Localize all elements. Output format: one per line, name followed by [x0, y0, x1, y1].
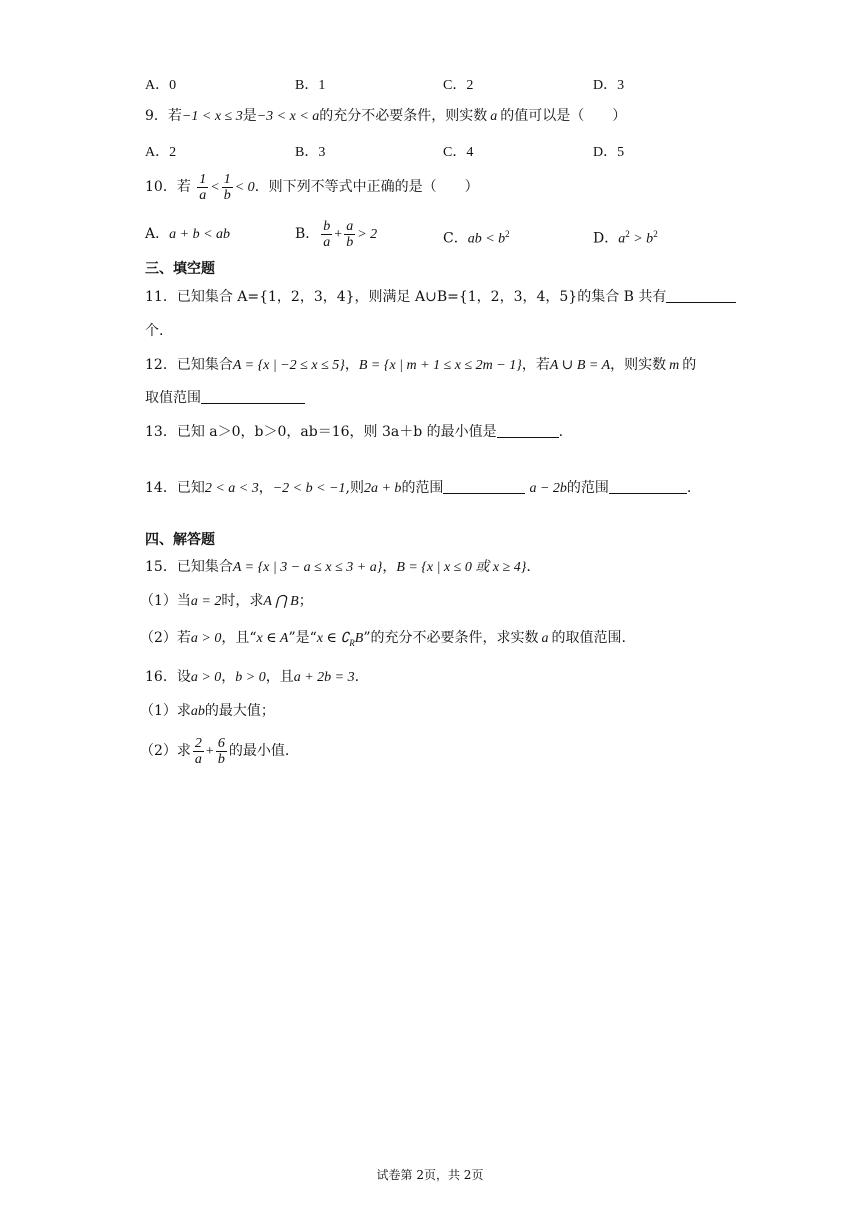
- section-4-heading: 四、解答题: [145, 532, 215, 548]
- q10-option-b-tail: > 2: [357, 227, 378, 242]
- q13-stem: [145, 422, 563, 442]
- q10-options: [145, 217, 705, 257]
- q16-sep1: ，: [221, 669, 236, 685]
- q12-sep: ，: [344, 357, 359, 373]
- q14-expr1: 2a + b: [363, 481, 402, 496]
- q15-stem: [145, 557, 531, 578]
- q10-frac-1-den: a: [199, 187, 207, 203]
- q9-prefix: 9．若: [145, 108, 182, 124]
- q10-option-a-label: A．: [145, 226, 170, 242]
- q15-2-sub: R: [349, 637, 355, 648]
- q8-option-d: D．3: [593, 78, 625, 93]
- q9-option-a: A．2: [145, 145, 177, 160]
- q14-sep: ，: [258, 480, 273, 496]
- q10-option-b-label: B．: [295, 226, 320, 242]
- q12-text-b: ，若: [521, 357, 550, 373]
- q14-mid3: 的范围: [566, 480, 609, 496]
- page-footer: 试卷第 2页，共 2页: [376, 1168, 484, 1182]
- q10-option-b-frac2-num: a: [346, 218, 354, 234]
- q9-cond2: −3 < x < a: [256, 109, 320, 124]
- q14-expr2: a − 2b: [529, 481, 567, 496]
- q14-prefix: 14．已知: [145, 480, 205, 496]
- q8-option-c: C．2: [443, 78, 474, 93]
- q14-end: .: [686, 480, 692, 496]
- q10-option-d: D．$a^2 > b^2$: [593, 229, 658, 247]
- q16-2-frac1-num: 2: [194, 735, 202, 751]
- q12-line2: [145, 388, 305, 408]
- q15-2-prefix: （2）若: [140, 630, 191, 646]
- q15-2-end: 的取值范围.: [551, 630, 626, 646]
- q14-answer-blank-2: [609, 479, 687, 494]
- q15-set-a: A = {x | 3 − a ≤ x ≤ 3 + a}: [232, 560, 383, 575]
- q12-line1: [145, 355, 696, 376]
- q10-frac-2-den: b: [223, 187, 231, 203]
- q16-1-end: 的最大值；: [204, 703, 275, 719]
- q10-stem: [145, 170, 479, 205]
- q9-options: [145, 141, 705, 163]
- q14-answer-blank-1: [443, 479, 525, 494]
- q15-2-cond: a > 0: [190, 631, 222, 646]
- q10-option-c-expr: ab < b: [467, 231, 506, 247]
- q10-option-b-frac2: [344, 219, 355, 250]
- q10-option-b: [295, 217, 377, 252]
- q11-text: 11．已知集合 A={1，2，3，4}，则满足 A∪B={1，2，3，4，5}的集合 B 共有: [145, 289, 667, 305]
- q16-part1: [140, 701, 275, 722]
- q10-option-b-frac2-den: b: [346, 234, 354, 250]
- q9-suffix2: 的值可以是（ ）: [500, 108, 627, 124]
- q10-option-d-expr1: a: [618, 231, 626, 247]
- q16-cond1: a > 0: [190, 670, 222, 685]
- q11-line2: 个.: [145, 323, 164, 339]
- q9-cond1: −1 < x ≤ 3: [181, 109, 243, 124]
- q16-stem: [145, 667, 359, 688]
- q12-cond: A ∪ B = A: [549, 358, 611, 373]
- q10-option-d-mid: > b: [629, 231, 654, 247]
- q15-prefix: 15．已知集合: [145, 559, 233, 575]
- q12-text-d: 的: [682, 357, 697, 373]
- q15-2-expr1: x ∈ A: [256, 631, 289, 646]
- q10-option-c: C．ab < $b^2$: [443, 229, 510, 247]
- q9-var: a: [490, 109, 498, 124]
- q9-option-b: B．3: [295, 145, 326, 160]
- q15-set-b: B = {x | x ≤ 0 或 x ≥ 4}: [396, 560, 527, 575]
- q11-line1: [145, 287, 736, 307]
- q10-suffix: ．则下列不等式中正确的是（ ）: [254, 179, 479, 195]
- q15-1-prefix: （1）当: [140, 593, 191, 609]
- q12-set-a: A = {x | −2 ≤ x ≤ 5}: [232, 358, 345, 373]
- q13-end: .: [558, 424, 564, 440]
- q15-2-mid2: ”是“: [288, 630, 317, 646]
- q15-1-cond: a = 2: [190, 594, 222, 609]
- q15-2-var: a: [541, 631, 549, 646]
- section-3-heading: 三、填空题: [145, 261, 215, 277]
- q8-option-b: B．1: [295, 78, 326, 93]
- q16-2-frac2: [216, 736, 227, 767]
- q10-option-a-expr: a + b < ab: [169, 227, 231, 242]
- q12-set-b: B = {x | m + 1 ≤ x ≤ 2m − 1}: [358, 358, 522, 373]
- q16-2-frac1: [193, 736, 204, 767]
- q16-cond3: a + 2b = 3: [293, 670, 355, 685]
- q14-cond1: 2 < a < 3: [204, 481, 259, 496]
- q9-stem: [145, 106, 626, 127]
- q16-2-end: 的最小值.: [228, 743, 290, 759]
- q16-prefix: 16．设: [145, 669, 191, 685]
- q16-part2: [140, 734, 289, 769]
- q10-prefix: 10．若: [145, 179, 191, 195]
- q15-2-suffix: ”的充分不必要条件，求实数: [363, 630, 539, 646]
- q13-text: 13．已知 a＞0，b＞0，ab＝16，则 3a＋b 的最小值是: [145, 424, 497, 440]
- q11-answer-blank: [666, 288, 736, 303]
- q9-option-c: C．4: [443, 145, 474, 160]
- q15-end: .: [526, 559, 531, 575]
- q8-option-a: A．0: [145, 78, 177, 93]
- q12-answer-blank: [201, 389, 305, 404]
- q10-option-d-label: D．: [593, 230, 619, 247]
- q16-1-expr: ab: [190, 704, 205, 719]
- q15-1-mid: 时，求: [221, 593, 264, 609]
- q10-frac-1-num: 1: [199, 171, 207, 187]
- q14-cond2: −2 < b < −1: [272, 481, 346, 496]
- q8-options: [145, 74, 705, 96]
- q16-cond2: b > 0: [235, 670, 266, 685]
- q16-2-frac2-num: 6: [217, 735, 225, 751]
- q16-2-frac1-den: a: [194, 751, 202, 767]
- q16-2-frac2-den: b: [217, 751, 225, 767]
- q12-text-line2: 取值范围: [145, 390, 201, 406]
- q9-option-d: D．5: [593, 145, 625, 160]
- q16-2-prefix: （2）求: [140, 743, 191, 759]
- q14-mid2: 的范围: [401, 480, 444, 496]
- q16-sep2: ，且: [265, 669, 294, 685]
- q16-end: .: [354, 669, 360, 685]
- q9-mid: 是: [242, 108, 257, 124]
- q10-option-a: [145, 217, 230, 252]
- q15-part2: [140, 628, 626, 653]
- q10-option-b-frac1: [321, 219, 332, 250]
- q12-var: m: [669, 358, 680, 373]
- q10-option-b-plus: +: [334, 227, 343, 242]
- q10-option-b-frac1-num: b: [323, 218, 331, 234]
- q15-2-expr2: x ∈ ∁: [316, 631, 350, 646]
- q10-option-c-label: C．: [443, 230, 468, 247]
- q15-1-expr: A ⋂ B: [263, 594, 299, 609]
- q15-part1: [140, 591, 313, 612]
- q14-mid1: ,则: [345, 480, 364, 496]
- q15-2-expr3: B: [354, 631, 364, 646]
- q15-sep: ，: [382, 559, 397, 575]
- q15-1-end: ；: [298, 593, 313, 609]
- q10-lt: <: [210, 180, 220, 195]
- q10-tail: < 0: [234, 180, 255, 195]
- q16-2-plus: +: [205, 744, 214, 759]
- q16-1-prefix: （1）求: [140, 703, 191, 719]
- q10-frac-2: [222, 172, 233, 203]
- q14-stem: [145, 478, 691, 499]
- q12-text-c: ，则实数: [610, 357, 667, 373]
- q13-answer-blank: [497, 423, 559, 438]
- q12-text-a: 12．已知集合: [145, 357, 233, 373]
- q15-2-mid1: ，且“: [221, 630, 257, 646]
- q10-frac-2-num: 1: [223, 171, 231, 187]
- q10-frac-1: [197, 172, 208, 203]
- q10-option-b-frac1-den: a: [323, 234, 331, 250]
- q9-suffix1: 的充分不必要条件，则实数: [319, 108, 488, 124]
